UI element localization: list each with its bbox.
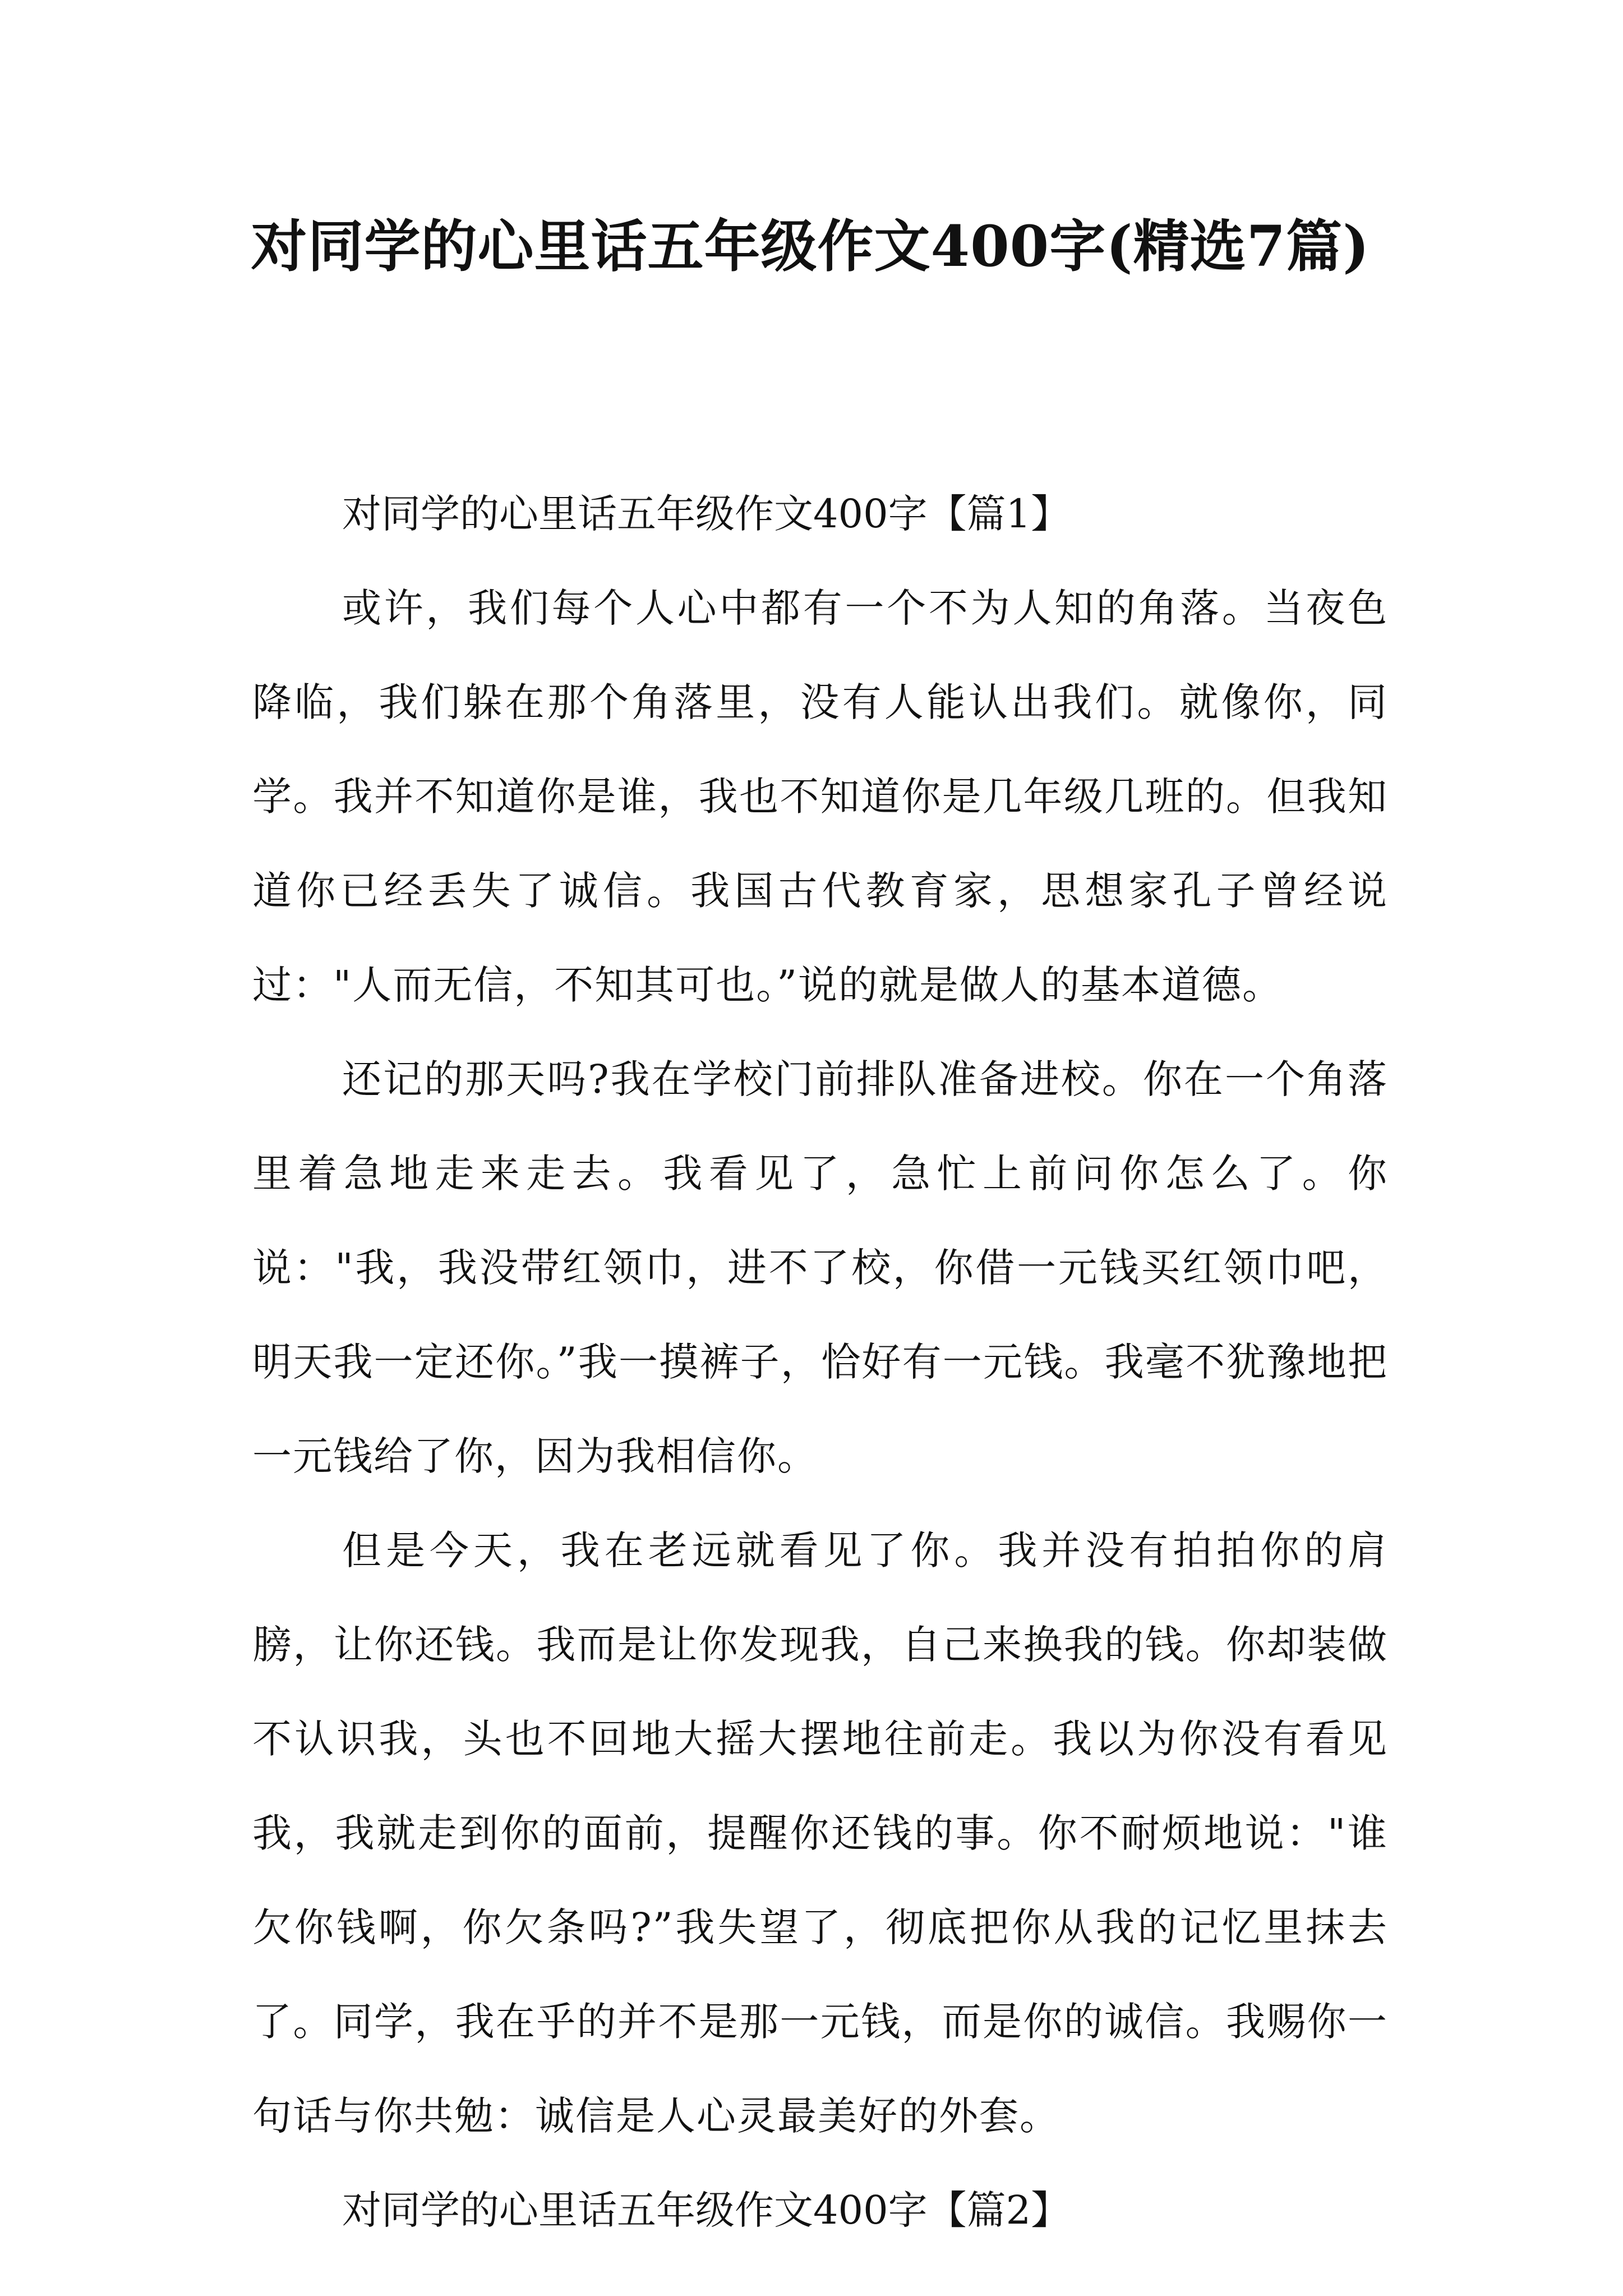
section-heading: 对同学的心里话五年级作文400字【篇1】 <box>342 491 1071 537</box>
paragraph: 或许，我们每个人心中都有一个不为人知的角落。当夜色降临，我们躲在那个角落里，没有人能认出我们。就像你，同学。我并不知道你是谁，我也不知道你是几年级几班的。但我知道你已经丢失了诚信。我国古代教育家，思想家孔子曾经说过："人而无信，不知其可也。”说的就是做人的基本道德。 <box>252 585 1388 1008</box>
document-title: 对同学的心里话五年级作文400字(精选7篇) <box>251 213 1370 279</box>
section-1 <box>252 467 1388 2163</box>
section-heading: 对同学的心里话五年级作文400字【篇2】 <box>342 2187 1071 2233</box>
document-body <box>252 467 1388 2257</box>
paragraph: 但是今天，我在老远就看见了你。我并没有拍拍你的肩膀，让你还钱。我而是让你发现我，自己来换我的钱。你却装做不认识我，头也不回地大摇大摆地往前走。我以为你没有看见我，我就走到你的面前，提醒你还钱的事。你不耐烦地说："谁欠你钱啊，你欠条吗?”我失望了，彻底把你从我的记忆里抹去了。同学，我在乎的并不是那一元钱，而是你的诚信。我赐你一句话与你共勉：诚信是人心灵最美好的外套。 <box>252 1527 1388 2139</box>
paragraph: 还记的那天吗?我在学校门前排队准备进校。你在一个角落里着急地走来走去。我看见了，急忙上前问你怎么了。你说："我，我没带红领巾，进不了校，你借一元钱买红领巾吧，明天我一定还你。”我一摸裤子，恰好有一元钱。我毫不犹豫地把一元钱给了你，因为我相信你。 <box>252 1056 1388 1479</box>
section-2 <box>252 2163 1388 2257</box>
